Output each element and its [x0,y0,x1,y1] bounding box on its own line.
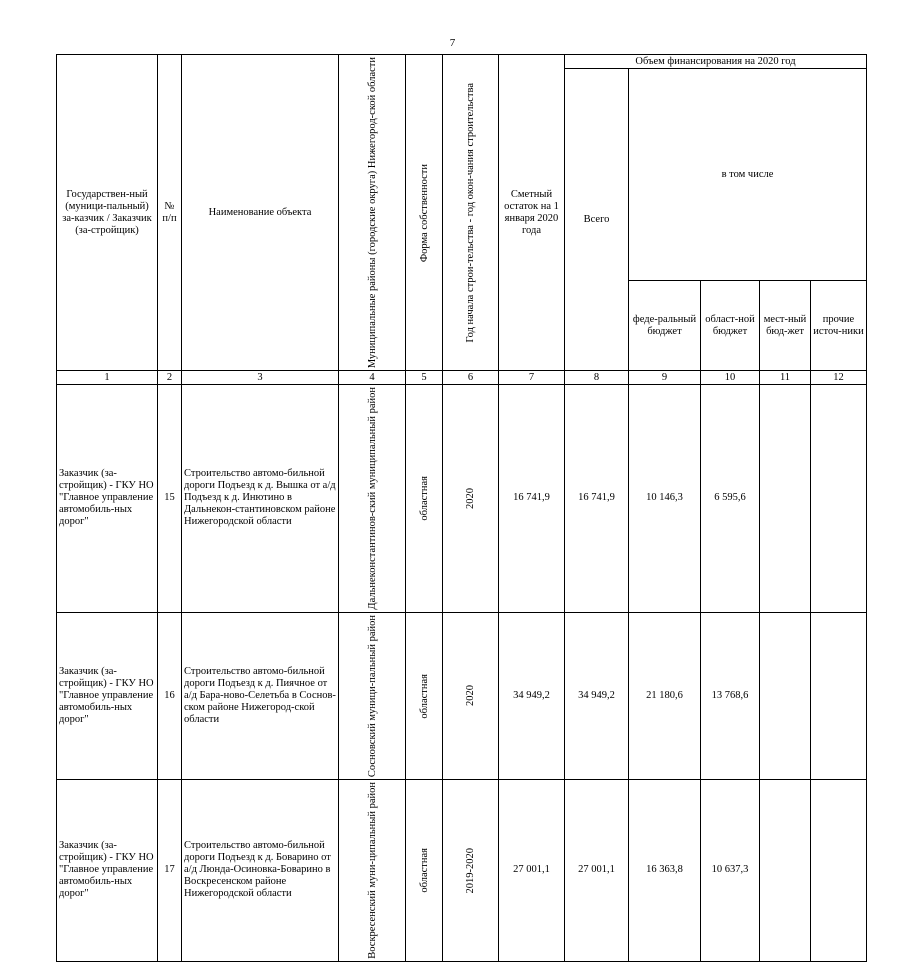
regional-value: 6 595,6 [701,385,760,613]
total-value: 16 741,9 [565,385,629,613]
federal-value: 10 146,3 [629,385,701,613]
years: 2020 [465,685,476,707]
col-number: 9 [629,371,701,385]
header-financing-group: Объем финансирования на 2020 год [565,55,867,69]
col-number: 4 [339,371,406,385]
col-number: 6 [443,371,499,385]
district-cell [339,612,406,779]
header-estimate: Сметный остаток на 1 января 2020 года [499,55,565,371]
local-value [760,779,811,961]
col-number: 3 [182,371,339,385]
years: 2020 [465,487,476,509]
table-row [57,385,867,613]
header-number: № п/п [158,55,182,371]
header-object-name: Наименование объекта [182,55,339,371]
header-district: Муниципальные районы (городские округа) Нижегород-ской области [366,57,378,369]
years-cell [443,385,499,613]
header-years-cell [443,55,499,371]
col-number: 10 [701,371,760,385]
col-number: 1 [57,371,158,385]
financing-table [56,54,867,962]
federal-value: 21 180,6 [629,612,701,779]
district-cell [339,385,406,613]
header-federal: феде-ральный бюджет [629,281,701,371]
page-number: 7 [449,37,456,49]
total-value: 34 949,2 [565,612,629,779]
ownership-cell [406,612,443,779]
column-number-row [57,371,867,385]
ownership: областная [418,673,430,719]
ownership-cell [406,779,443,961]
customer-cell: Заказчик (за-стройщик) - ГКУ НО "Главное управление автомобиль-ных дорог" [57,779,158,961]
col-number: 8 [565,371,629,385]
years: 2019-2020 [465,847,476,893]
table-row [57,612,867,779]
district: Воскресенский муни-ципальный район [366,781,378,959]
ownership: областная [418,847,430,893]
years-cell [443,612,499,779]
district-cell [339,779,406,961]
header-local: мест-ный бюд-жет [760,281,811,371]
local-value [760,612,811,779]
header-district-cell [339,55,406,371]
col-number: 5 [406,371,443,385]
regional-value: 10 637,3 [701,779,760,961]
header-regional: област-ной бюджет [701,281,760,371]
other-value [811,385,867,613]
row-number: 15 [158,385,182,613]
header-total: Всего [565,69,629,371]
header-other: прочие источ-ники [811,281,867,371]
district: Дальнеконстантинов-ский муниципальный район [366,387,378,610]
object-name: Строительство автомо-бильной дороги Подъезд к д. Пиячное от а/д Бара-ново-Селетьба в Соснов-ском районе Нижегород-ской области [182,612,339,779]
regional-value: 13 768,6 [701,612,760,779]
header-years: Год начала строи-тельства - год окон-чания строительства [465,82,476,343]
col-number: 2 [158,371,182,385]
object-name: Строительство автомо-бильной дороги Подъезд к д. Боварино от а/д Люнда-Осиновка-Боварино в Воскресенском районе Нижегородской области [182,779,339,961]
col-number: 12 [811,371,867,385]
col-number: 11 [760,371,811,385]
estimate-value: 34 949,2 [499,612,565,779]
ownership: областная [418,476,430,521]
years-cell [443,779,499,961]
total-value: 27 001,1 [565,779,629,961]
ownership-cell [406,385,443,613]
other-value [811,779,867,961]
district: Сосновский муници-пальный район [366,614,378,777]
header-ownership-cell [406,55,443,371]
row-number: 17 [158,779,182,961]
customer-cell: Заказчик (за-стройщик) - ГКУ НО "Главное управление автомобиль-ных дорог" [57,385,158,613]
federal-value: 16 363,8 [629,779,701,961]
row-number: 16 [158,612,182,779]
col-number: 7 [499,371,565,385]
object-name: Строительство автомо-бильной дороги Подъезд к д. Вышка от а/д Подъезд к д. Инютино в Дальнекон-стантиновском районе Нижегородской области [182,385,339,613]
header-subgroup: в том числе [629,69,867,281]
customer-cell: Заказчик (за-стройщик) - ГКУ НО "Главное управление автомобиль-ных дорог" [57,612,158,779]
header-ownership: Форма собственности [418,163,430,262]
estimate-value: 27 001,1 [499,779,565,961]
header-customer: Государствен-ный (муници-пальный) за-казчик / Заказчик (за-стройщик) [57,55,158,371]
local-value [760,385,811,613]
estimate-value: 16 741,9 [499,385,565,613]
other-value [811,612,867,779]
table-row [57,779,867,961]
